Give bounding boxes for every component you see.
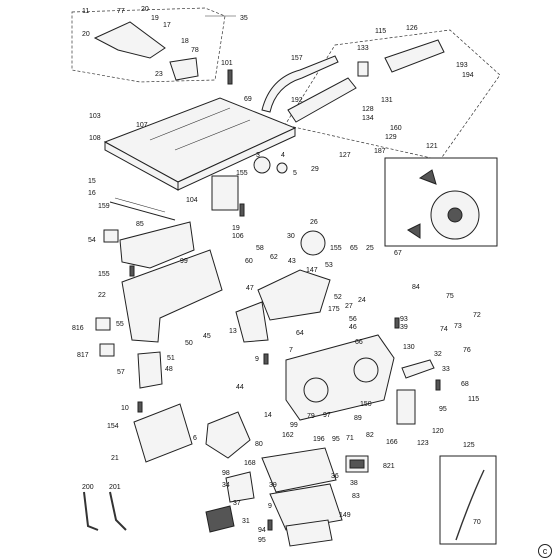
callout-73: 73 xyxy=(454,323,462,330)
callout-19: 19 xyxy=(151,15,159,22)
callout-11: 11 xyxy=(82,8,90,15)
callout-67: 67 xyxy=(394,250,402,257)
callout-6: 6 xyxy=(193,435,197,442)
callout-14: 14 xyxy=(264,412,272,419)
callout-75: 75 xyxy=(446,293,454,300)
callout-24: 24 xyxy=(358,297,366,304)
callout-16: 16 xyxy=(88,190,96,197)
callout-43: 43 xyxy=(288,258,296,265)
callout-147: 147 xyxy=(306,267,318,274)
callout-4: 4 xyxy=(281,152,285,159)
part-13-mount xyxy=(236,302,268,342)
callout-58: 58 xyxy=(256,245,264,252)
callout-175: 175 xyxy=(328,306,340,313)
callout-115: 115 xyxy=(375,28,387,35)
callout-25: 25 xyxy=(366,245,374,252)
part-4-washer xyxy=(277,163,287,173)
callout-44: 44 xyxy=(236,384,244,391)
callout-108: 108 xyxy=(89,135,101,142)
callout-79: 79 xyxy=(307,413,315,420)
callout-15: 15 xyxy=(88,178,96,185)
callout-38: 38 xyxy=(350,480,358,487)
callout-35: 35 xyxy=(240,15,248,22)
callout-52: 52 xyxy=(334,294,342,301)
part-821-label-mark xyxy=(350,460,364,468)
callout-97: 97 xyxy=(323,412,331,419)
callout-83: 83 xyxy=(352,493,360,500)
callout-121: 121 xyxy=(426,143,438,150)
callout-62: 62 xyxy=(270,254,278,261)
callout-78: 78 xyxy=(191,47,199,54)
callout-85: 85 xyxy=(136,221,144,228)
callout-162: 162 xyxy=(282,432,294,439)
part-130-wheel-right xyxy=(354,358,378,382)
part-77-bracket xyxy=(95,22,165,58)
callout-126: 126 xyxy=(406,25,418,32)
callout-64: 64 xyxy=(296,330,304,337)
callout-133: 133 xyxy=(357,45,369,52)
callout-53: 53 xyxy=(325,262,333,269)
part-816-label xyxy=(96,318,110,330)
callout-30: 30 xyxy=(287,233,295,240)
callout-9: 9 xyxy=(255,356,259,363)
callout-160: 160 xyxy=(390,125,402,132)
callout-5: 5 xyxy=(293,170,297,177)
callout-80: 80 xyxy=(255,441,263,448)
callout-95: 95 xyxy=(439,406,447,413)
callout-56: 56 xyxy=(349,316,357,323)
callout-128: 128 xyxy=(362,106,374,113)
callout-57: 57 xyxy=(117,369,125,376)
callout-31: 31 xyxy=(242,518,250,525)
callout-3: 3 xyxy=(256,152,260,159)
part-130-wheel-left xyxy=(304,378,328,402)
callout-82: 82 xyxy=(366,432,374,439)
callout-20: 20 xyxy=(82,31,90,38)
callout-196: 196 xyxy=(313,436,325,443)
callout-149: 149 xyxy=(339,512,351,519)
callout-23: 23 xyxy=(155,71,163,78)
callout-200: 200 xyxy=(82,484,94,491)
callout-33: 33 xyxy=(442,366,450,373)
part-130-gearbox xyxy=(286,335,394,420)
callout-168: 168 xyxy=(244,460,256,467)
part-817-label xyxy=(100,344,114,356)
part-26-bracket xyxy=(301,231,325,255)
callout-74: 74 xyxy=(440,326,448,333)
callout-166: 166 xyxy=(386,439,398,446)
callout-103: 103 xyxy=(89,113,101,120)
part-78-guard xyxy=(170,58,198,80)
callout-10: 10 xyxy=(121,405,129,412)
part-125-frame xyxy=(440,456,496,544)
callout-194: 194 xyxy=(462,72,474,79)
part-159-rod xyxy=(110,202,175,220)
callout-7: 7 xyxy=(289,347,293,354)
part-54-label xyxy=(104,230,118,242)
callout-193: 193 xyxy=(456,62,468,69)
part-115-guard xyxy=(397,390,415,424)
callout-157: 157 xyxy=(291,55,303,62)
part-34-motor xyxy=(226,472,254,502)
callout-123: 123 xyxy=(417,440,429,447)
part-104-column xyxy=(212,176,238,210)
callout-155: 155 xyxy=(236,170,248,177)
callout-125: 125 xyxy=(463,442,475,449)
callout-817: 817 xyxy=(77,352,89,359)
callout-27: 27 xyxy=(345,303,353,310)
callout-68: 68 xyxy=(461,381,469,388)
callout-154: 154 xyxy=(107,423,119,430)
callout-130: 130 xyxy=(403,344,415,351)
callout-131: 131 xyxy=(381,97,393,104)
callout-71: 71 xyxy=(346,435,354,442)
callout-72: 72 xyxy=(473,312,481,319)
callout-66: 66 xyxy=(355,339,363,346)
callout-55: 55 xyxy=(116,321,124,328)
callout-99: 99 xyxy=(290,422,298,429)
part-126-bar xyxy=(385,40,444,72)
callout-48: 48 xyxy=(165,366,173,373)
callout-101: 101 xyxy=(221,60,233,67)
part-133-clip xyxy=(358,62,368,76)
callout-70: 70 xyxy=(473,519,481,526)
part-57-cover xyxy=(138,352,162,388)
part-154-housing xyxy=(134,404,192,462)
callout-201: 201 xyxy=(109,484,121,491)
callout-65: 65 xyxy=(350,245,358,252)
callout-155: 155 xyxy=(330,245,342,252)
callout-99: 99 xyxy=(180,258,188,265)
part-200-key xyxy=(84,492,98,530)
callout-17: 17 xyxy=(163,22,171,29)
callout-115: 115 xyxy=(468,396,480,403)
callout-47: 47 xyxy=(246,285,254,292)
callout-129: 129 xyxy=(385,134,397,141)
callout-39: 39 xyxy=(269,482,277,489)
callout-19: 19 xyxy=(232,225,240,232)
callout-94: 94 xyxy=(258,527,266,534)
callout-54: 54 xyxy=(88,237,96,244)
callout-29: 29 xyxy=(311,166,319,173)
callout-50: 50 xyxy=(185,340,193,347)
callout-104: 104 xyxy=(186,197,198,204)
callout-107: 107 xyxy=(136,122,148,129)
callout-84: 84 xyxy=(412,284,420,291)
callout-9: 9 xyxy=(268,503,272,510)
inset-blade-hub xyxy=(448,208,462,222)
part-31-brush xyxy=(206,506,234,532)
callout-21: 21 xyxy=(111,455,119,462)
callout-106: 106 xyxy=(232,233,244,240)
callout-134: 134 xyxy=(362,115,374,122)
callout-192: 192 xyxy=(291,97,303,104)
callout-39: 39 xyxy=(400,324,408,331)
callout-76: 76 xyxy=(463,347,471,354)
callout-37: 37 xyxy=(233,500,241,507)
callout-120: 120 xyxy=(432,428,444,435)
callout-95: 95 xyxy=(258,537,266,544)
part-201-key xyxy=(110,492,126,530)
callout-45: 45 xyxy=(203,333,211,340)
callout-13: 13 xyxy=(229,328,237,335)
callout-155: 155 xyxy=(98,271,110,278)
copyright-symbol: c xyxy=(538,544,552,558)
callout-159: 159 xyxy=(98,203,110,210)
part-32-lever xyxy=(402,360,434,378)
callout-95: 95 xyxy=(332,436,340,443)
part-6-cover xyxy=(206,412,250,458)
part-47-motor-body xyxy=(258,270,330,320)
callout-816: 816 xyxy=(72,325,84,332)
callout-32: 32 xyxy=(434,351,442,358)
callout-187: 187 xyxy=(374,148,386,155)
callout-36: 36 xyxy=(331,473,339,480)
callout-69: 69 xyxy=(244,96,252,103)
callout-127: 127 xyxy=(339,152,351,159)
callout-22: 22 xyxy=(98,292,106,299)
callout-98: 98 xyxy=(222,470,230,477)
callout-93: 93 xyxy=(400,316,408,323)
callout-60: 60 xyxy=(245,258,253,265)
callout-20: 20 xyxy=(141,6,149,13)
callout-51: 51 xyxy=(167,355,175,362)
callout-18: 18 xyxy=(181,38,189,45)
callout-77: 77 xyxy=(117,8,125,15)
callout-150: 150 xyxy=(360,401,372,408)
callout-821: 821 xyxy=(383,463,395,470)
callout-34: 34 xyxy=(222,482,230,489)
callout-46: 46 xyxy=(349,324,357,331)
callout-26: 26 xyxy=(310,219,318,226)
callout-89: 89 xyxy=(354,415,362,422)
